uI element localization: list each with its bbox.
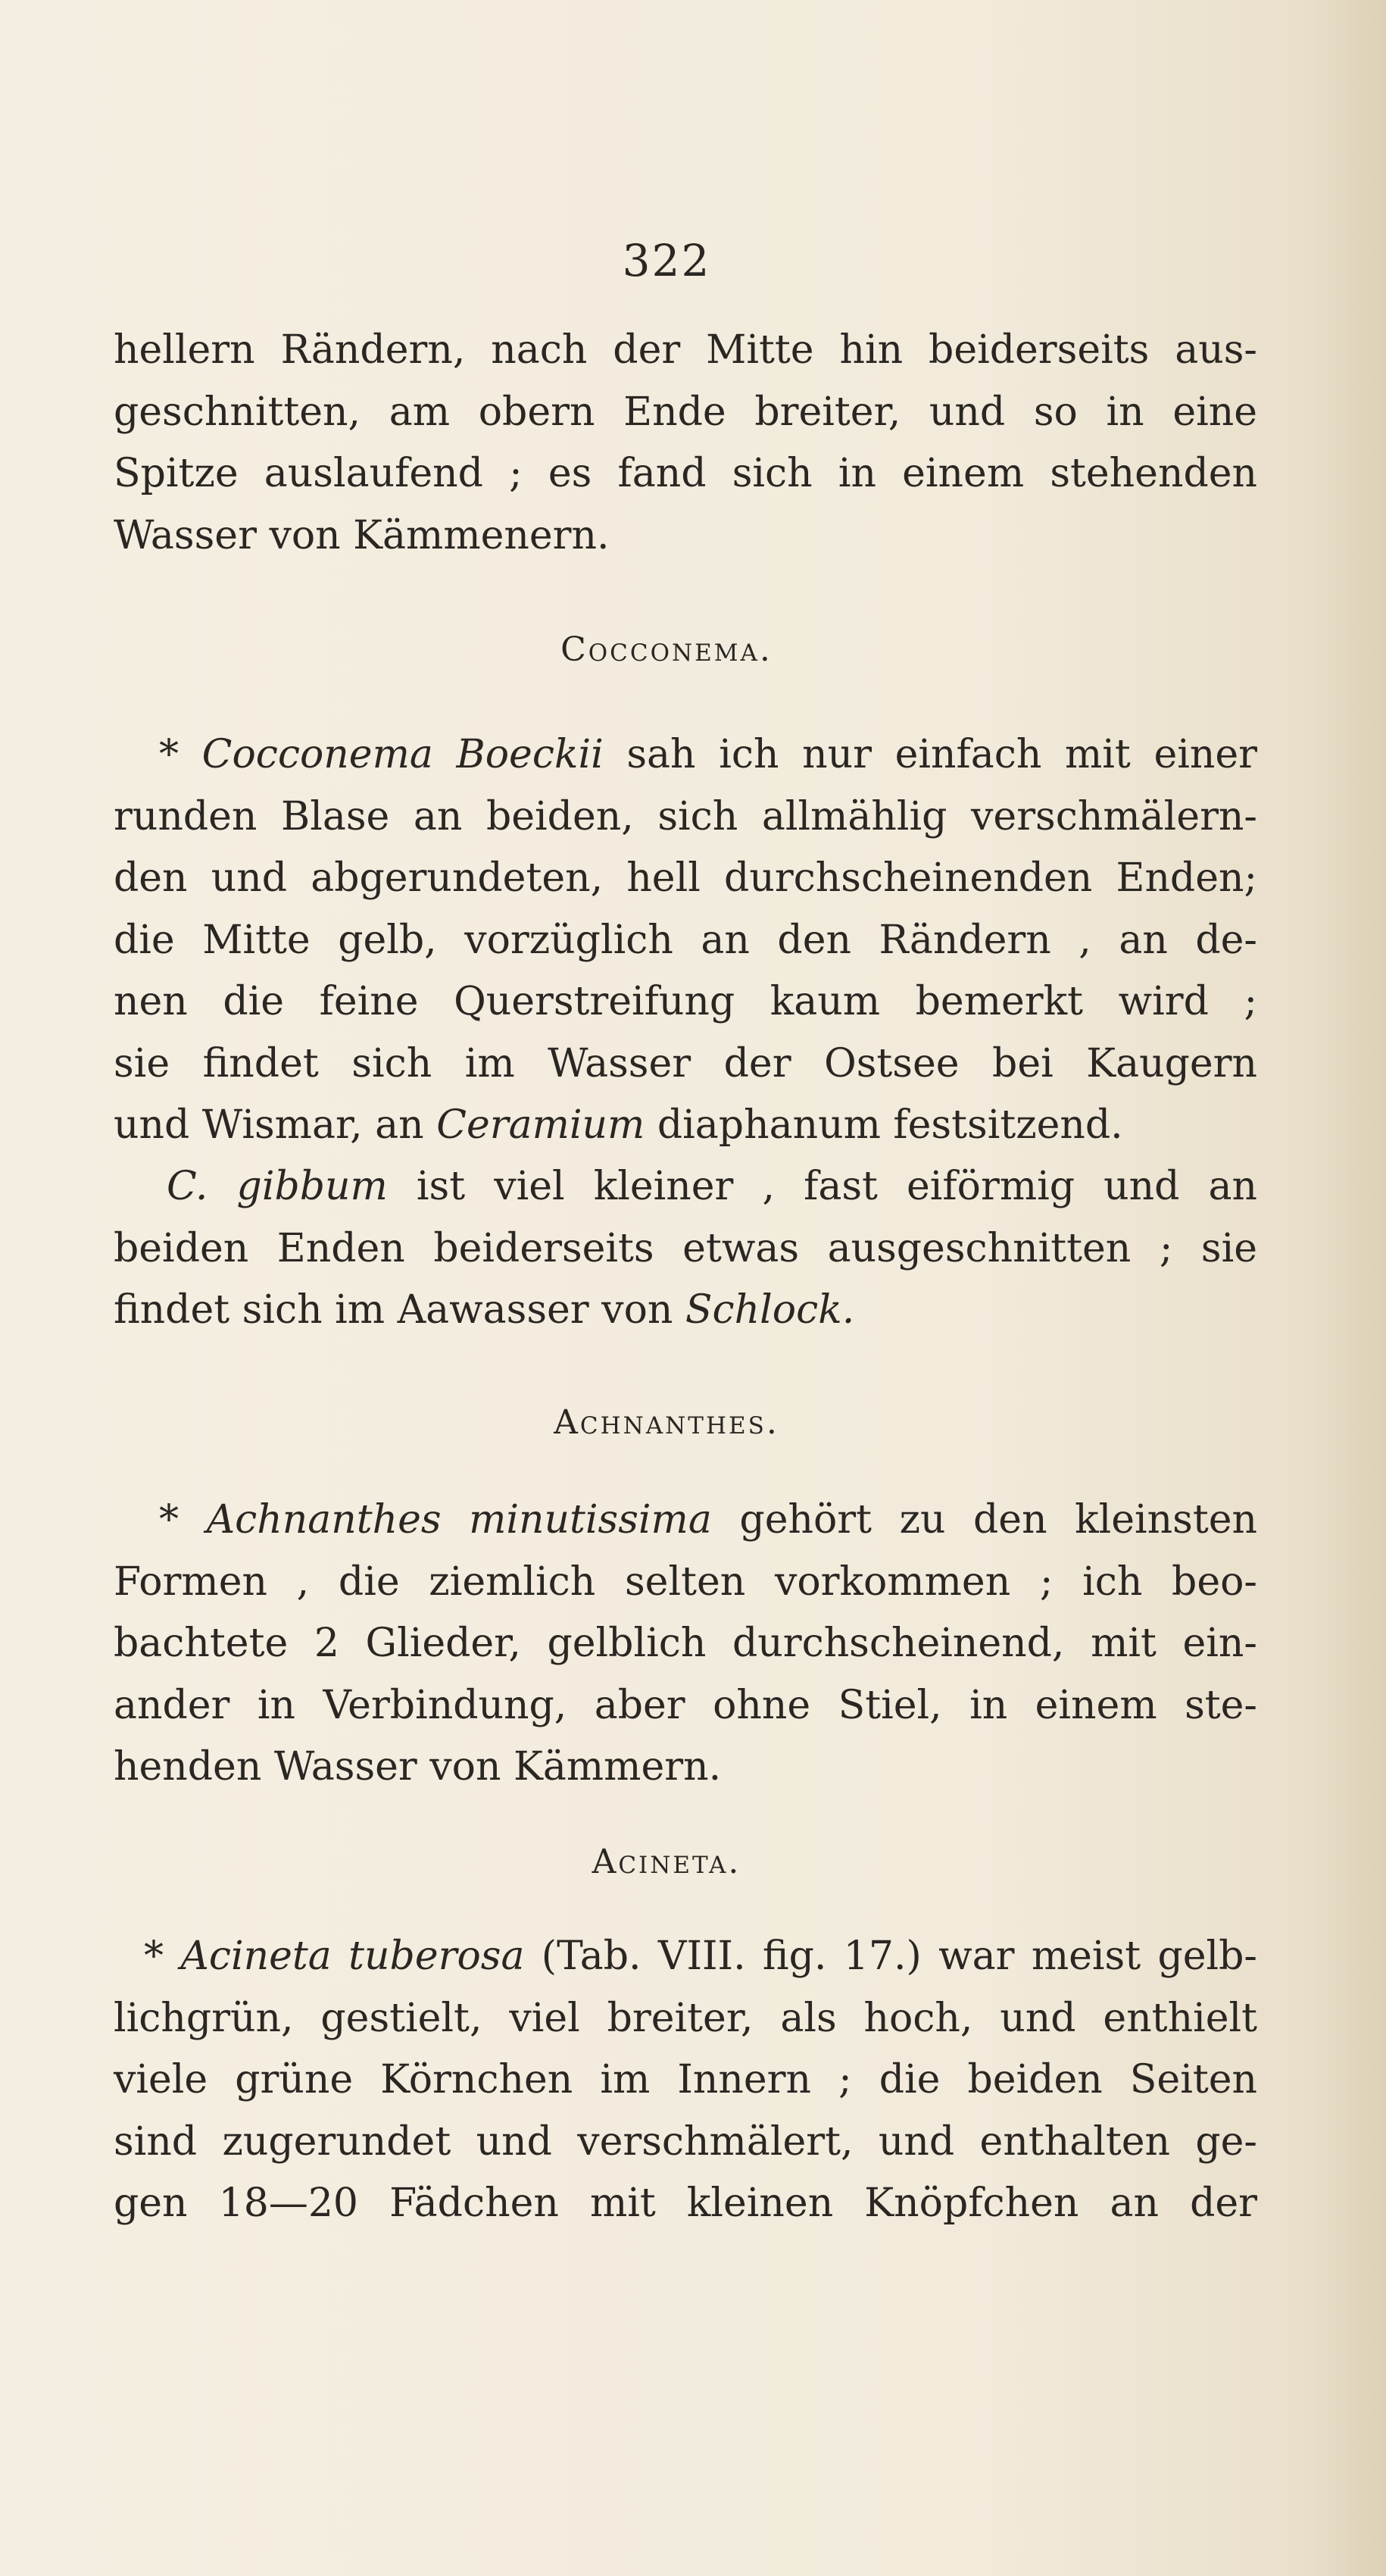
text-line: * Cocconema Boeckii sah ich nur einfach mit einer bbox=[159, 732, 1257, 777]
text-line: bachtete 2 Glieder, gelblich durchscheinend, mit ein- bbox=[114, 1621, 1257, 1666]
genus-name: Ceramium bbox=[436, 1102, 645, 1148]
species-name: Cocconema Boeckii bbox=[201, 732, 604, 777]
text-line: gen 18—20 Fädchen mit kleinen Knöpfchen an der bbox=[114, 2181, 1257, 2226]
text-line: henden Wasser von Kämmern. bbox=[114, 1744, 722, 1790]
page-number: 322 bbox=[622, 235, 711, 286]
text-line: Wasser von Kämmenern. bbox=[114, 512, 610, 558]
text-line: findet sich im Aawasser von Schlock. bbox=[114, 1287, 855, 1333]
paragraph-cocconema-boeckii bbox=[114, 724, 1257, 1157]
text-line: den und abgerundeten, hell durchscheinenden Enden; bbox=[114, 855, 1257, 901]
paragraph-achnanthes bbox=[114, 1490, 1257, 1799]
text-line: runden Blase an beiden, sich allmählig verschmälern- bbox=[114, 793, 1257, 839]
text-line: sie findet sich im Wasser der Ostsee bei Kaugern bbox=[114, 1040, 1257, 1086]
paragraph-cocconema-gibbum bbox=[114, 1156, 1257, 1342]
text-line: nen die feine Querstreifung kaum bemerkt wird ; bbox=[114, 979, 1257, 1024]
place-name: Schlock. bbox=[685, 1287, 855, 1333]
section-heading-acineta: Acineta. bbox=[592, 1843, 741, 1881]
text-line: viele grüne Körnchen im Innern ; die beiden Seiten bbox=[114, 2057, 1257, 2102]
section-heading-cocconema: Cocconema. bbox=[560, 630, 773, 669]
text-line: Formen , die ziemlich selten vorkommen ; ich beo- bbox=[114, 1558, 1257, 1605]
species-name: Achnanthes minutissima bbox=[206, 1497, 712, 1543]
species-name: C. gibbum bbox=[167, 1164, 388, 1209]
section-heading-achnanthes: Achnanthes. bbox=[554, 1403, 779, 1442]
text-line: lichgrün, gestielt, viel breiter, als hoch, und enthielt bbox=[114, 1995, 1257, 2041]
text-line: sind zugerundet und verschmälert, und enthalten ge- bbox=[114, 2118, 1257, 2165]
text-line: Spitze auslaufend ; es fand sich in einem stehenden bbox=[114, 451, 1257, 496]
text-line: C. gibbum ist viel kleiner , fast eiförmig und an bbox=[167, 1164, 1257, 1209]
intro-paragraph bbox=[114, 320, 1257, 567]
text-line: und Wismar, an Ceramium diaphanum festsitzend. bbox=[114, 1102, 1123, 1148]
text-line: * Achnanthes minutissima gehört zu den kleinsten bbox=[159, 1497, 1258, 1543]
text-line: hellern Rändern, nach der Mitte hin beiderseits aus- bbox=[114, 327, 1257, 373]
text-line: * Acineta tuberosa (Tab. VIII. fig. 17.) war meist gelb- bbox=[144, 1934, 1257, 1979]
text-line: ander in Verbindung, aber ohne Stiel, in einem ste- bbox=[114, 1682, 1257, 1728]
text-line: geschnitten, am obern Ende breiter, und so in eine bbox=[114, 389, 1257, 435]
species-name: Acineta tuberosa bbox=[180, 1934, 525, 1979]
text-line: beiden Enden beiderseits etwas ausgeschnitten ; sie bbox=[114, 1225, 1257, 1271]
paragraph-acineta bbox=[114, 1926, 1257, 2235]
text-line: die Mitte gelb, vorzüglich an den Rändern , an de- bbox=[114, 917, 1257, 963]
